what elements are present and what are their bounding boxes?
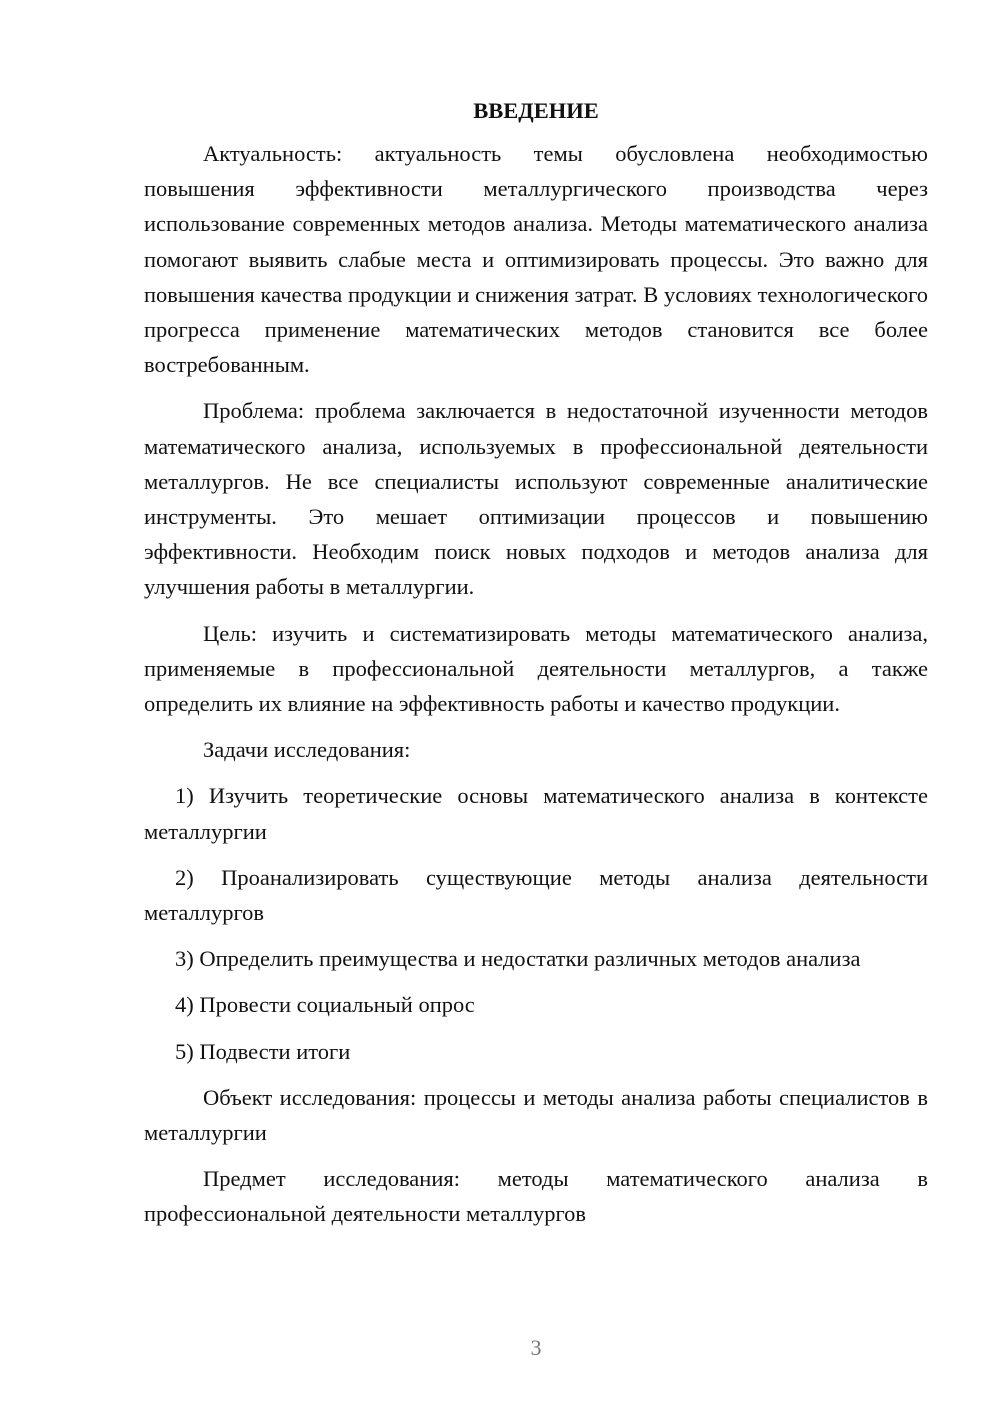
relevance-paragraph: Актуальность: актуальность темы обусловлена необходимостью повышения эффективности металлургического производства через использование современных методов анализа. Методы математического анализа помогают выявить слабые места и оптимизировать процессы. Это важно для повышения качества продукции и снижения затрат. В условиях технологического прогресса применение математических методов становится все более востребованным. bbox=[144, 141, 928, 378]
goal-paragraph: Цель: изучить и систематизировать методы математического анализа, применяемые в профессиональной деятельности металлургов, а также определить их влияние на эффективность работы и качество продукции. bbox=[144, 620, 928, 717]
task-item: 4) Провести социальный опрос bbox=[175, 992, 475, 1018]
task-item: 5) Подвести итоги bbox=[175, 1038, 351, 1064]
page-number: 3 bbox=[530, 1335, 542, 1360]
task-item: 2) Проанализировать существующие методы анализа деятельности металлургов bbox=[144, 864, 928, 926]
task-item: 3) Определить преимущества и недостатки различных методов анализа bbox=[175, 946, 861, 972]
subject-paragraph: Предмет исследования: методы математического анализа в профессиональной деятельности металлургов bbox=[144, 1166, 928, 1227]
task-item: 1) Изучить теоретические основы математического анализа в контексте металлургии bbox=[144, 783, 928, 844]
section-title: ВВЕДЕНИЕ bbox=[473, 98, 599, 123]
tasks-heading: Задачи исследования: bbox=[203, 737, 411, 763]
object-paragraph: Объект исследования: процессы и методы анализа работы специалистов в металлургии bbox=[144, 1084, 928, 1146]
document-body bbox=[144, 93, 928, 1243]
problem-paragraph: Проблема: проблема заключается в недостаточной изученности методов математического анализа, используемых в профессиональной деятельности металлургов. Не все специалисты используют современные аналитические инструменты. Это мешает оптимизации процессов и повышению эффективности. Необходим поиск новых подходов и методов анализа для улучшения работы в металлургии. bbox=[144, 398, 928, 600]
